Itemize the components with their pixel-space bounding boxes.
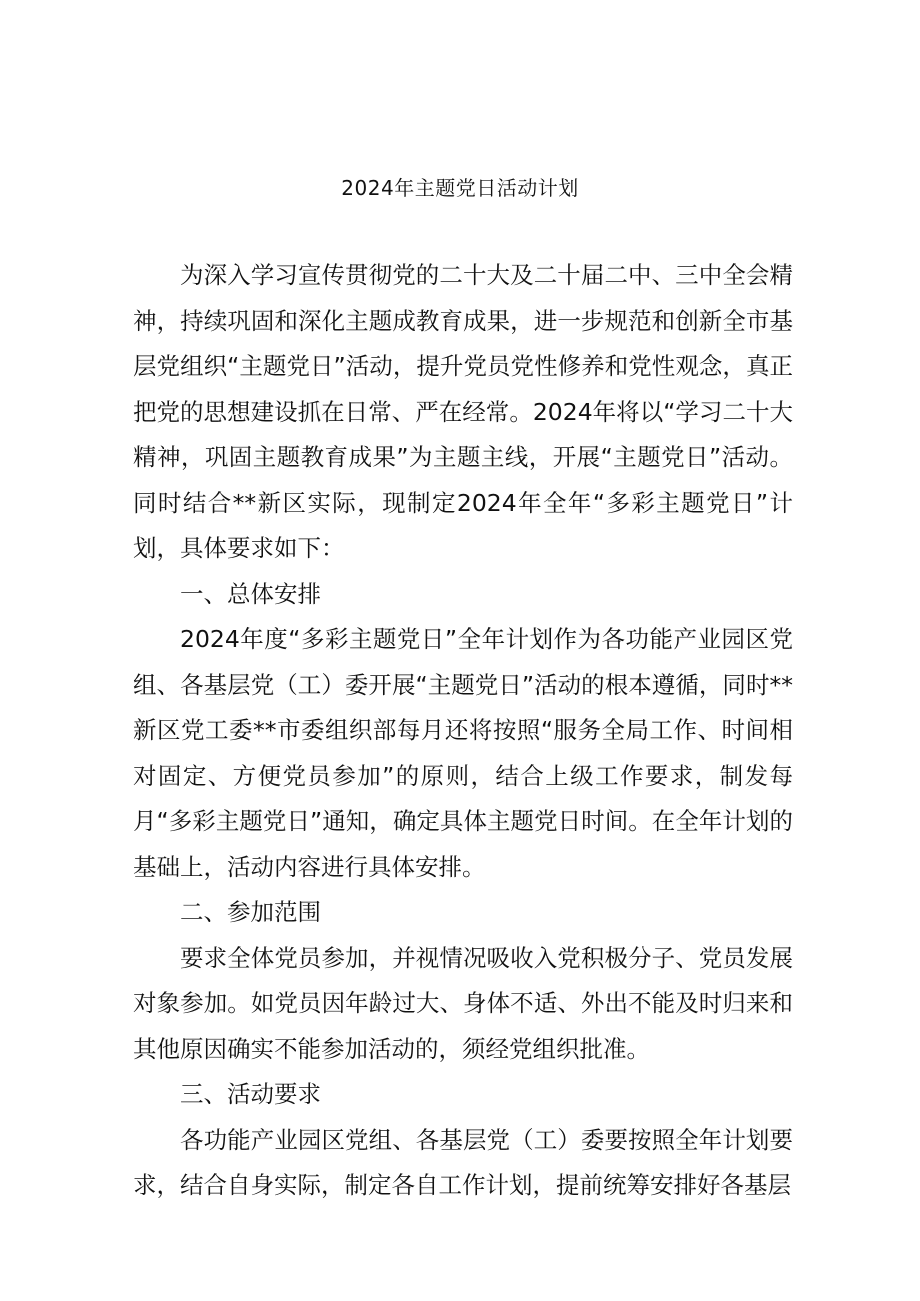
section-paragraph-overall-arrangement: 2024年度“多彩主题党日”全年计划作为各功能产业园区党组、各基层党（工）委开展“主题党日”活动的根本遵循，同时**新区党工委**市委组织部每月还将按照“服务全局工作、时间相对固定、方便党员参加”的原则，结合上级工作要求，制发每月“多彩主题党日”通知，确定具体主题党日时间。在全年计划的基础上，活动内容进行具体安排。: [133, 625, 793, 881]
section-heading-participation-scope: 二、参加范围: [180, 898, 321, 926]
section-paragraph-participation-scope: 要求全体党员参加，并视情况吸收入党积极分子、党员发展对象参加。如党员因年龄过大、身体不适、外出不能及时归来和其他原因确实不能参加活动的，须经党组织批准。: [133, 943, 793, 1063]
document-title: 2024年主题党日活动计划: [341, 176, 579, 200]
section-heading-overall-arrangement: 一、总体安排: [180, 579, 321, 608]
section-heading-activity-requirements: 三、活动要求: [180, 1080, 321, 1108]
intro-paragraph: 为深入学习宣传贯彻党的二十大及二十届二中、三中全会精神，持续巩固和深化主题成教育成果，进一步规范和创新全市基层党组织“主题党日”活动，提升党员党性修养和党性观念，真正把党的思想建设抓在日常、严在经常。2024年将以“学习二十大精神，巩固主题教育成果”为主题主线，开展“主题党日”活动。同时结合**新区实际，现制定2024年全年“多彩主题党日”计划，具体要求如下：: [133, 261, 793, 562]
section-paragraph-activity-requirements: 各功能产业园区党组、各基层党（工）委要按照全年计划要求，结合自身实际，制定各自工作计划，提前统筹安排好各基层: [133, 1125, 793, 1199]
document-body: [133, 253, 793, 1209]
